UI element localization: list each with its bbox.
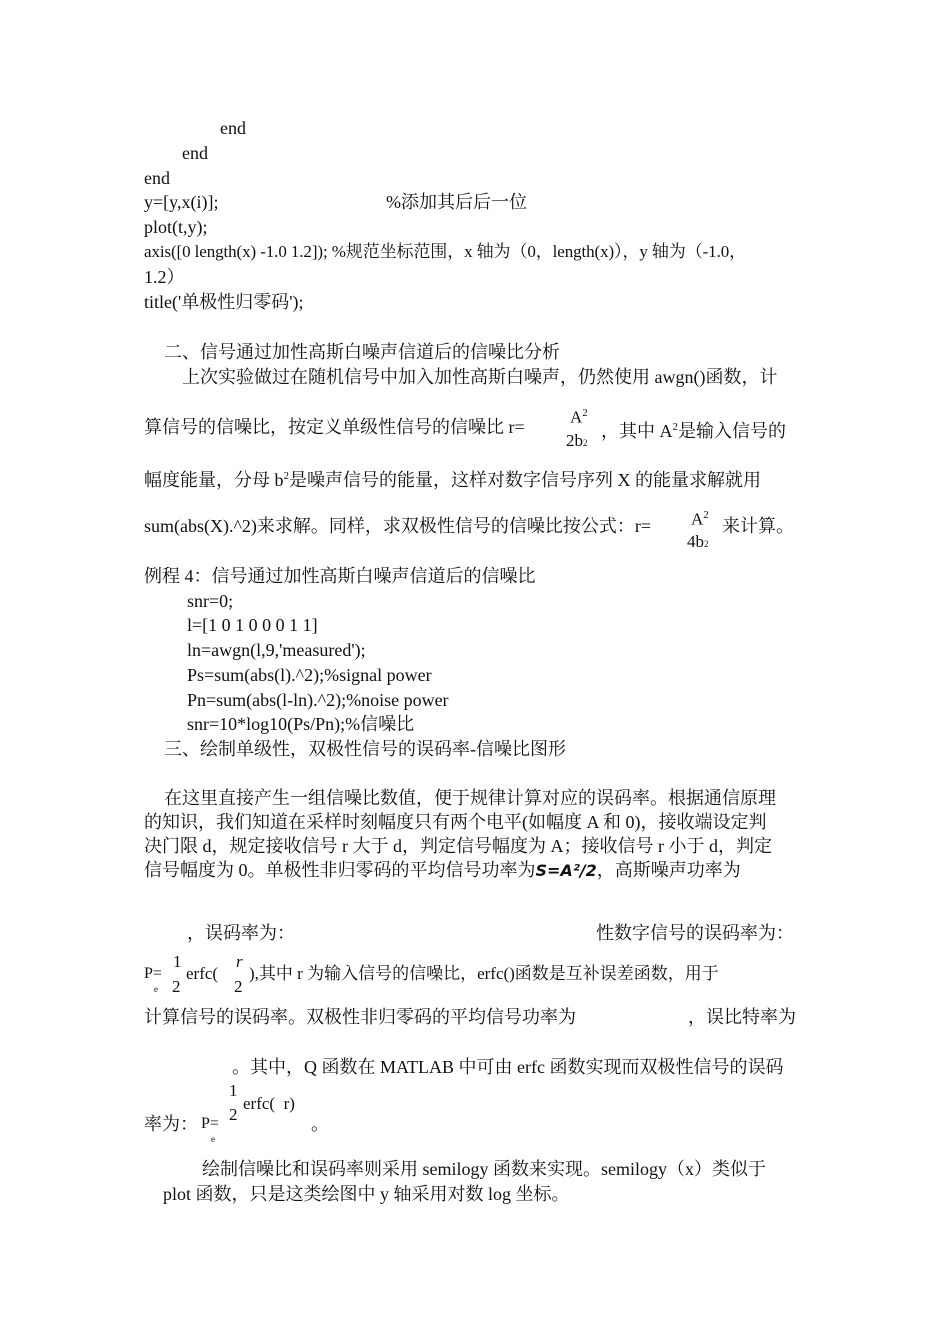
text: 2: [704, 539, 709, 549]
section3-para-line2: 的知识，我们知道在采样时刻幅度只有两个电平(如幅度 A 和 0)，接收端设定判: [144, 812, 767, 832]
section3-para-line3: 决门限 d，规定接收信号 r 大于 d，判定信号幅度为 A；接收信号 r 小于 d，判定: [144, 836, 772, 856]
section2-para-line2: [144, 416, 525, 438]
text: A: [570, 407, 583, 427]
section2-para-line2-b: [601, 416, 786, 442]
snr-unipolar-numerator: [570, 404, 588, 427]
text: 2: [583, 438, 588, 448]
section3-para-line9-a: 率为：: [144, 1114, 198, 1134]
example4-code-line: snr=10*log10(Ps/Pn);%信噪比: [187, 714, 415, 734]
section3-heading: 三、绘制单级性，双极性信号的误码率-信噪比图形: [164, 739, 566, 759]
text: 2: [672, 421, 678, 433]
section3-para-line5-b: 性数字信号的误码率为：: [596, 923, 794, 943]
text: 是输入信号的: [678, 421, 786, 441]
code-end-3: end: [144, 168, 170, 188]
section3-para-line9-b: 。: [311, 1114, 329, 1134]
section3-para-line6-tail: ),其中 r 为输入信号的信噪比，erfc()函数是互补误差函数，用于: [249, 964, 719, 983]
pe-r-numerator: r: [236, 952, 243, 971]
section3-para-line4: [144, 859, 741, 882]
pe-unipolar-subscript: e: [154, 984, 158, 994]
snr-unipolar-denominator: [566, 432, 588, 452]
pe-bipolar-body: erfc( r): [243, 1094, 295, 1113]
pe-bipolar-numerator: 1: [229, 1081, 238, 1100]
pe-half-denominator: 2: [172, 977, 181, 996]
text: 2: [582, 407, 588, 419]
code-plot-line: plot(t,y);: [144, 217, 208, 237]
snr-bipolar-denominator: [687, 533, 709, 553]
example4-code-line: ln=awgn(l,9,'measured');: [187, 640, 366, 660]
example4-code-line: Pn=sum(abs(l-ln).^2);%noise power: [187, 690, 449, 710]
text: 信号幅度为 0。单极性非归零码的平均信号功率为: [144, 860, 536, 880]
code-y-line: y=[y,x(i)];: [144, 192, 219, 212]
pe-erfc-open: erfc(: [186, 964, 219, 983]
pe-bipolar-subscript: e: [211, 1134, 215, 1144]
text: 2: [283, 470, 289, 482]
text: =: [209, 1115, 219, 1132]
text: 是噪声信号的能量，这样对数字信号序列 X 的能量求解就用: [289, 470, 761, 490]
signal-power-formula: S=A²/2: [535, 861, 597, 880]
text: P: [144, 965, 153, 982]
section2-para-line4-b: 来计算。: [722, 516, 794, 536]
text: 幅度能量，分母 b: [144, 470, 284, 490]
text: 4b: [687, 532, 704, 551]
example4-code-line: Ps=sum(abs(l).^2);%signal power: [187, 665, 432, 685]
code-end-2: end: [182, 143, 208, 163]
section2-para-line1: 上次实验做过在随机信号中加入加性高斯白噪声，仍然使用 awgn()函数，计: [182, 367, 778, 387]
text: 2b: [566, 431, 583, 450]
text: ，高斯噪声功率为: [596, 860, 741, 880]
text: A: [691, 509, 704, 529]
section3-para-line8: 。其中，Q 函数在 MATLAB 中可由 erfc 函数实现而双极性信号的误码: [232, 1057, 784, 1077]
text: ，其中 A: [601, 421, 673, 441]
section3-para-line1: 在这里直接产生一组信噪比数值，便于规律计算对应的误码率。根据通信原理: [164, 788, 776, 808]
pe-unipolar-symbol: [144, 963, 162, 985]
section3-para-line7-b: ，误比特率为: [688, 1007, 796, 1027]
section3-para-line7-a: 计算信号的误码率。双极性非归零码的平均信号功率为: [144, 1007, 576, 1027]
example4-code-line: l=[1 0 1 0 0 0 1 1]: [187, 615, 318, 635]
code-y-comment: %添加其后后一位: [386, 192, 527, 212]
text: P: [201, 1115, 210, 1132]
section3-para-line10: 绘制信噪比和误码率则采用 semilogy 函数来实现。semilogy（x）类似于: [202, 1159, 766, 1179]
pe-bipolar-denominator: 2: [229, 1105, 238, 1124]
example4-title: 例程 4：信号通过加性高斯白噪声信道后的信噪比: [144, 566, 536, 586]
text: 2: [703, 509, 709, 521]
text: =: [152, 965, 162, 982]
snr-bipolar-numerator: [691, 506, 709, 529]
section2-para-line4: sum(abs(X).^2)来求解。同样，求双极性信号的信噪比按公式：r=: [144, 516, 652, 536]
code-axis-line: axis([0 length(x) -1.0 1.2]); %规范坐标范围，x 轴为（0，length(x)），y 轴为（-1.0，: [144, 242, 747, 261]
code-axis-cont: 1.2）: [144, 267, 185, 287]
text: 算信号的信噪比，按定义单级性信号的信噪比 r=: [144, 417, 525, 437]
section3-para-line5-a: ，误码率为：: [187, 923, 295, 943]
code-end-1: end: [220, 118, 246, 138]
pe-bipolar-symbol: [201, 1113, 219, 1135]
code-title-line: title('单极性归零码');: [144, 292, 304, 312]
section2-heading: 二、信号通过加性高斯白噪声信道后的信噪比分析: [164, 342, 560, 362]
pe-half-numerator: 1: [173, 952, 182, 971]
section3-para-line11: plot 函数，只是这类绘图中 y 轴采用对数 log 坐标。: [163, 1184, 570, 1204]
pe-r-denominator: 2: [234, 977, 243, 996]
example4-code-line: snr=0;: [187, 591, 234, 611]
section2-para-line3: [144, 465, 761, 491]
